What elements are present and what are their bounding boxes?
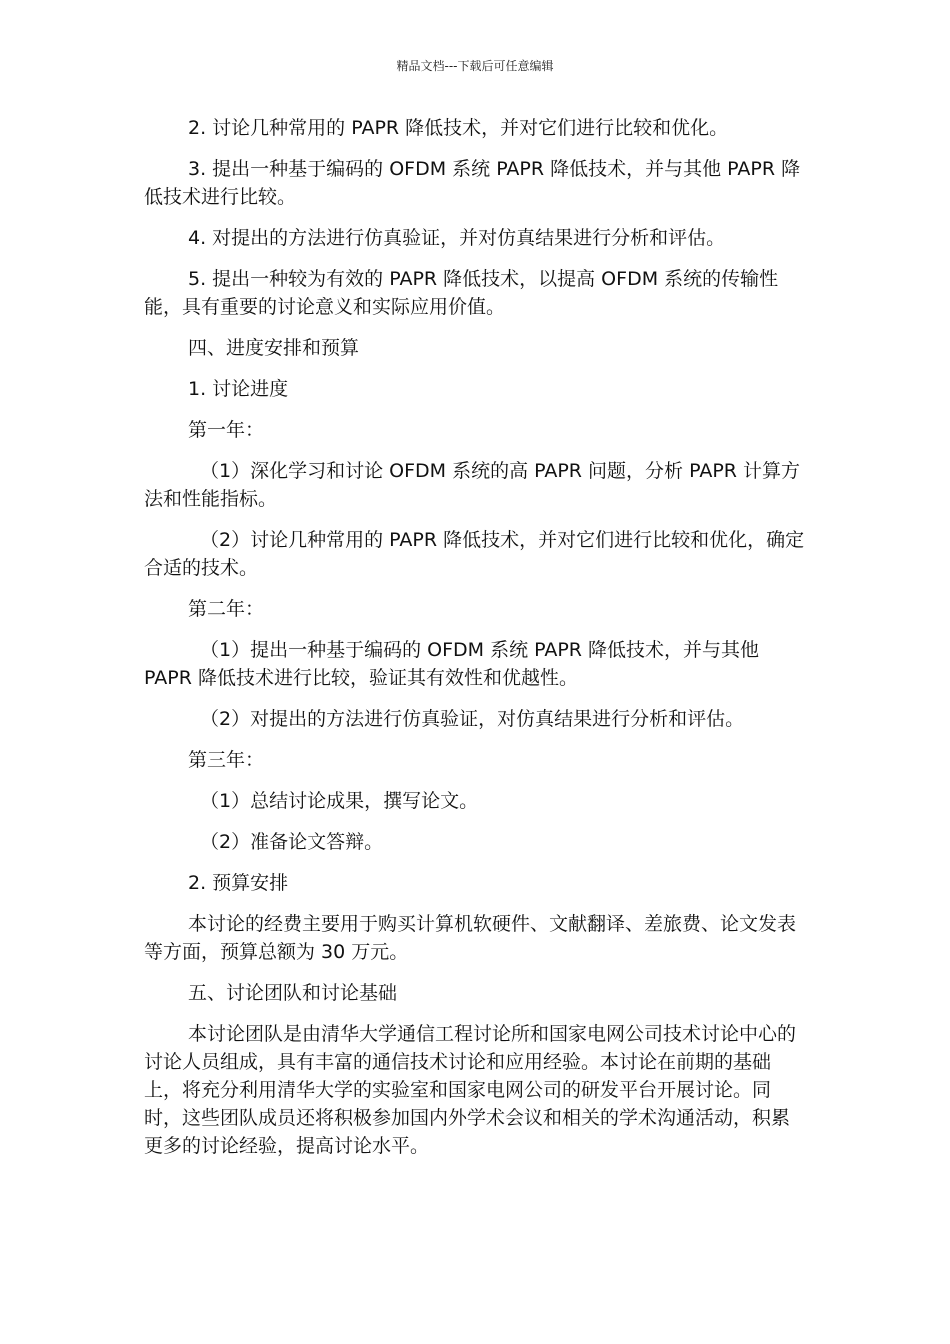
year-three-label: 第三年： [188, 749, 265, 771]
year-two-item-2: （2）对提出的方法进行仿真验证，对仿真结果进行分析和评估。 [200, 708, 745, 730]
team-paragraph: 本讨论团队是由清华大学通信工程讨论所和国家电网公司技术讨论中心的讨论人员组成，具有丰富的通信技术讨论和应用经验。本讨论在前期的基础上，将充分利用清华大学的实验室和国家电网公司的研发平台开展讨论。同时，这些团队成员还将积极参加国内外学术会议和相关的学术沟通活动，积累更多的讨论经验，提高讨论水平。 [144, 1023, 797, 1157]
subheading-progress: 1. 讨论进度 [188, 378, 289, 400]
section-heading-team: 五、讨论团队和讨论基础 [188, 982, 398, 1004]
section-heading-schedule: 四、进度安排和预算 [188, 337, 360, 359]
year-two-label: 第二年： [188, 598, 265, 620]
year-one-label: 第一年： [188, 419, 265, 441]
page-header: 精品文档---下载后可任意编辑 [396, 59, 554, 73]
budget-paragraph: 本讨论的经费主要用于购买计算机软硬件、文献翻译、差旅费、论文发表等方面，预算总额为 30 万元。 [144, 913, 797, 963]
year-three-item-2: （2）准备论文答辩。 [200, 831, 384, 853]
paragraph-item-5: 5. 提出一种较为有效的 PAPR 降低技术，以提高 OFDM 系统的传输性能，具有重要的讨论意义和实际应用价值。 [144, 268, 779, 318]
paragraph-item-4: 4. 对提出的方法进行仿真验证，并对仿真结果进行分析和评估。 [188, 227, 726, 249]
year-one-item-2: （2）讨论几种常用的 PAPR 降低技术，并对它们进行比较和优化，确定合适的技术。 [144, 529, 805, 579]
subheading-budget: 2. 预算安排 [188, 872, 289, 894]
document-body [144, 114, 808, 1173]
paragraph-item-2: 2. 讨论几种常用的 PAPR 降低技术，并对它们进行比较和优化。 [188, 117, 729, 139]
year-three-item-1: （1）总结讨论成果，撰写论文。 [200, 790, 479, 812]
paragraph-item-3: 3. 提出一种基于编码的 OFDM 系统 PAPR 降低技术，并与其他 PAPR 降低技术进行比较。 [144, 158, 801, 208]
year-one-item-1: （1）深化学习和讨论 OFDM 系统的高 PAPR 问题，分析 PAPR 计算方法和性能指标。 [144, 460, 801, 510]
year-two-item-1: （1）提出一种基于编码的 OFDM 系统 PAPR 降低技术，并与其他 PAPR 降低技术进行比较，验证其有效性和优越性。 [144, 639, 760, 689]
